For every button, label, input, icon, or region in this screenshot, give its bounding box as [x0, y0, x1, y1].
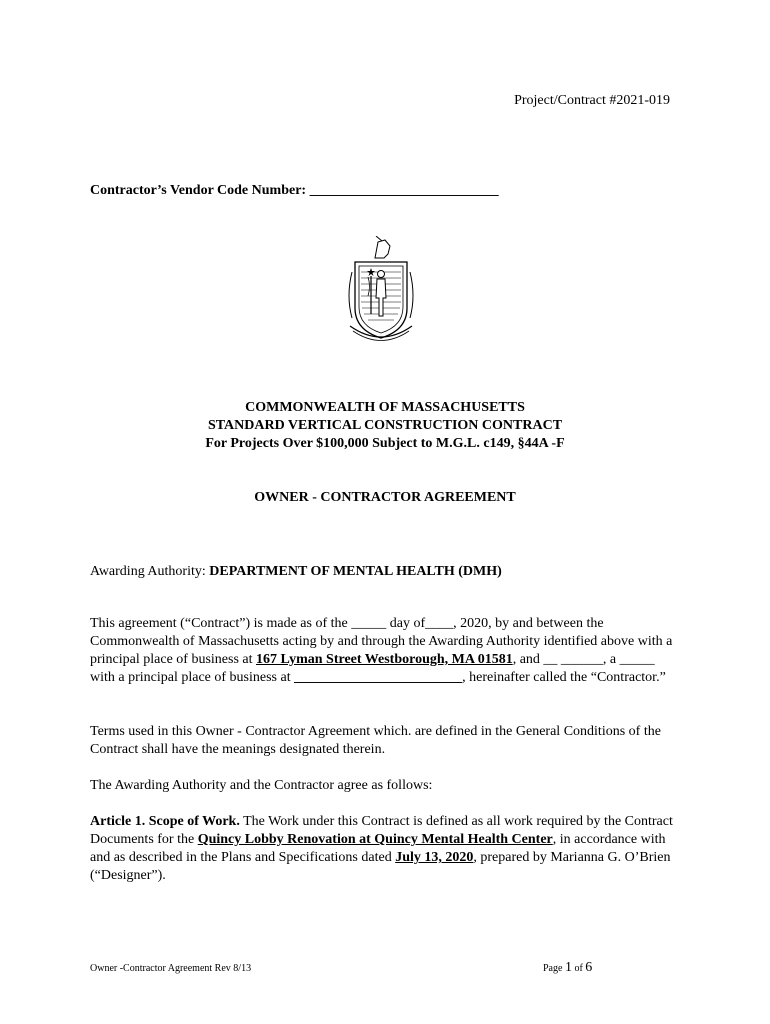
page-total: 6: [585, 960, 593, 975]
article-1-paragraph: [90, 813, 680, 885]
footer-revision: Owner -Contractor Agreement Rev 8/13: [90, 963, 252, 974]
agree-as-follows: The Awarding Authority and the Contractor agree as follows:: [90, 778, 433, 793]
title-applicability: For Projects Over $100,000 Subject to M.G.L. c149, §44A -F: [205, 436, 565, 451]
massachusetts-seal-icon: [338, 236, 424, 344]
vendor-code-label: Contractor’s Vendor Code Number:: [90, 183, 307, 198]
agreement-paragraph: [90, 615, 680, 687]
page-current: 1: [564, 960, 572, 975]
title-commonwealth: COMMONWEALTH OF MASSACHUSETTS: [245, 400, 525, 415]
page-label: Page: [543, 963, 565, 974]
page-of-label: of: [571, 963, 586, 974]
article-1-heading: Article 1. Scope of Work.: [90, 814, 240, 829]
article-1-text-1: The Work under this Contract is defined as all work required by the Contract Documents for the: [90, 814, 673, 847]
article-1-text-2: , in accordance with and as described in the Plans and Specifications dated: [90, 832, 666, 865]
title-contract-type: STANDARD VERTICAL CONSTRUCTION CONTRACT: [207, 418, 563, 433]
awarding-authority-label: Awarding Authority:: [90, 564, 206, 579]
footer-page-number: [543, 960, 592, 976]
project-contract-number: Project/Contract #2021-019: [514, 93, 670, 108]
owner-address: 167 Lyman Street Westborough, MA 01581: [256, 652, 513, 667]
agreement-text-1: This agreement (“Contract”) is made as of the _____ day of____, 2020, by and between the Commonwealth of Massachusetts acting by and through the Awarding Authority identified above with a principal place of business at: [90, 616, 673, 667]
plans-date: July 13, 2020: [395, 850, 474, 865]
article-1-text-3: , prepared by Marianna G. O’Brien (“Designer”).: [90, 850, 671, 883]
terms-paragraph: Terms used in this Owner - Contractor Agreement which. are defined in the General Conditions of the Contract shall have the meanings designated therein.: [90, 724, 661, 757]
vendor-code-line: [90, 183, 499, 199]
awarding-authority-value: DEPARTMENT OF MENTAL HEALTH (DMH): [209, 564, 502, 579]
project-name: Quincy Lobby Renovation at Quincy Mental Health Center: [197, 832, 553, 847]
agreement-text-2: , and __ ______, a _____ with a principal place of business at: [90, 652, 655, 685]
agreement-title: OWNER - CONTRACTOR AGREEMENT: [254, 490, 516, 505]
awarding-authority: [90, 563, 680, 581]
agreement-text-3: , hereinafter called the “Contractor.”: [462, 670, 666, 685]
vendor-code-blank: ___________________________: [309, 183, 499, 198]
contractor-address-blank: ________________________: [294, 670, 463, 685]
